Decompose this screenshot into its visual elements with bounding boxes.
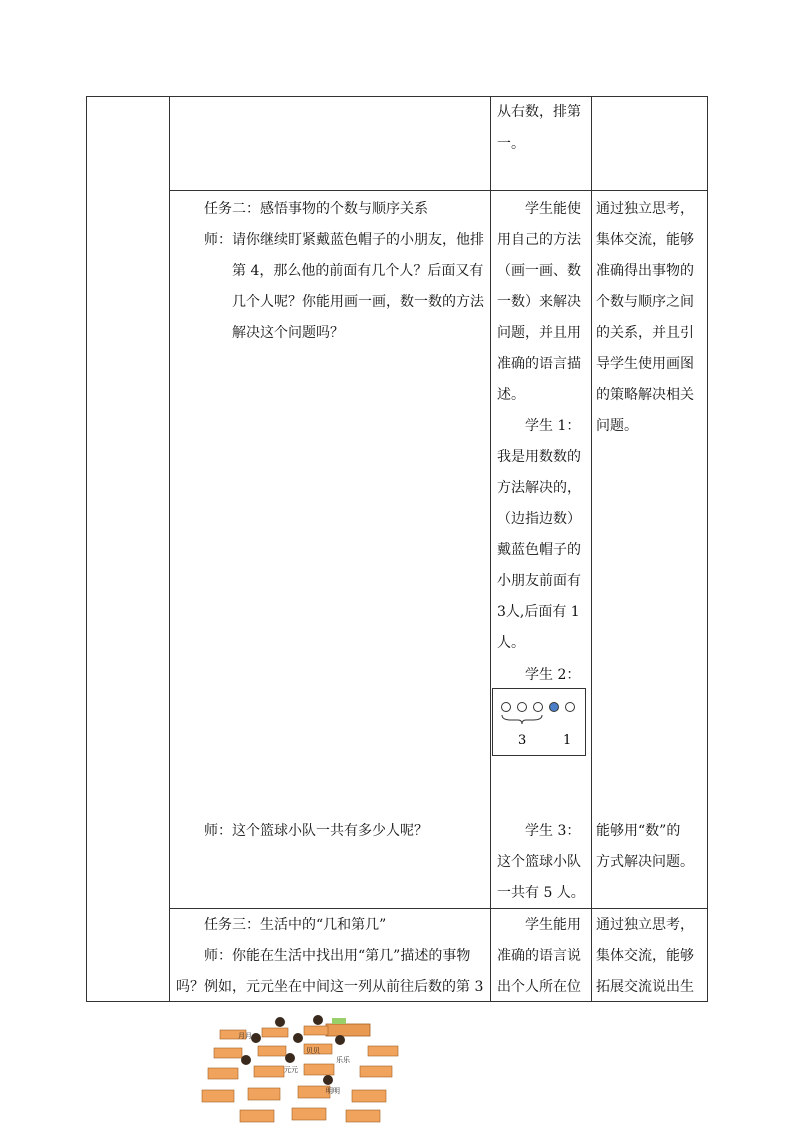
col-divider-3 <box>591 97 592 1001</box>
desk <box>258 1046 286 1056</box>
task3-student-line-1: 学生能用 <box>525 917 581 933</box>
child-head <box>335 1035 345 1045</box>
task2-student-line-14: 3人,后面有 1 <box>497 604 580 620</box>
desk <box>262 1028 288 1037</box>
desk <box>214 1048 242 1058</box>
task2-student-line-2: 用自己的方法 <box>497 232 581 248</box>
task2-title: 任务二：感悟事物的个数与顺序关系 <box>204 201 428 217</box>
task2-purpose-line-7: 的策略解决相关 <box>596 387 694 403</box>
label-yueyue: 月月 <box>238 1032 252 1040</box>
desk <box>360 1066 392 1077</box>
circle-2 <box>518 703 527 712</box>
left-count-label: 3 <box>518 733 527 748</box>
task2-student-line-9: 我是用数数的 <box>497 449 581 465</box>
col-divider-2 <box>490 97 491 1001</box>
child-head <box>285 1053 295 1063</box>
task2-purpose-line-3: 准确得出事物的 <box>596 263 694 279</box>
task2-purpose-line-5: 的关系，并且引 <box>596 325 694 341</box>
circle-diagram-svg <box>493 689 585 755</box>
student3-line-2: 这个篮球小队 <box>497 854 581 870</box>
task2-student-line-3: （画一画、数 <box>497 263 581 279</box>
circle-counting-diagram <box>492 688 586 756</box>
student3-line-1: 学生 3： <box>525 823 581 839</box>
task2-student-line-15: 人。 <box>497 635 525 651</box>
task2-student-line-8: 学生 1： <box>525 418 581 434</box>
task2-purpose-line-8: 问题。 <box>596 418 638 434</box>
child-head <box>293 1033 303 1043</box>
desk <box>202 1090 234 1102</box>
task2-student-line-4: 一数）来解决 <box>497 294 581 310</box>
cell-continued-line-1: 从右数，排第 <box>497 104 581 120</box>
circle-5 <box>566 703 575 712</box>
task3-student-line-2: 准确的语言说 <box>497 948 581 964</box>
task2-purpose2-line-1: 能够用“数”的 <box>596 823 681 839</box>
task2-teacher-question-2: 师：这个篮球小队一共有多少人呢？ <box>204 823 428 839</box>
teacher-desk <box>326 1024 370 1036</box>
task3-purpose-line-3: 拓展交流说出生 <box>596 979 694 995</box>
task2-teacher-line-1: 师：请你继续盯紧戴蓝色帽子的小朋友，他排 <box>204 232 484 248</box>
task3-purpose-line-1: 通过独立思考， <box>596 917 694 933</box>
task3-teacher-line-1: 师：你能在生活中找出用“第几”描述的事物 <box>204 948 471 964</box>
desk <box>304 1064 334 1075</box>
desk <box>240 1110 274 1122</box>
task3-purpose-line-2: 集体交流，能够 <box>596 948 694 964</box>
child-head <box>313 1015 323 1025</box>
task2-teacher-line-2: 第 4，那么他的前面有几个人？后面又有 <box>232 263 484 279</box>
task2-purpose-line-2: 集体交流，能够 <box>596 232 694 248</box>
task2-student-line-10: 方法解决的， <box>497 480 581 496</box>
desk <box>368 1046 398 1056</box>
task2-purpose-line-6: 导学生使用画图 <box>596 356 694 372</box>
child-head <box>251 1033 261 1043</box>
row-divider-1 <box>169 190 707 191</box>
task2-student-line-11: （边指边数） <box>497 511 581 527</box>
task2-purpose2-line-2: 方式解决问题。 <box>596 854 694 870</box>
circle-3 <box>534 703 543 712</box>
label-yuanyuan: 元元 <box>284 1066 298 1074</box>
plant-icon <box>332 1018 346 1024</box>
task2-student-line-1: 学生能使 <box>525 201 581 217</box>
task2-student-line-16: 学生 2： <box>525 667 581 683</box>
classroom-illustration <box>200 1010 415 1123</box>
child-head <box>241 1055 251 1065</box>
desk <box>346 1110 380 1122</box>
label-beibei: 贝贝 <box>306 1047 320 1055</box>
task2-student-line-13: 小朋友前面有 <box>497 573 581 589</box>
task2-purpose-line-4: 个数与顺序之间 <box>596 294 694 310</box>
task2-student-line-12: 戴蓝色帽子的 <box>497 542 581 558</box>
child-head <box>275 1017 285 1027</box>
desk <box>248 1088 280 1100</box>
task2-teacher-line-3: 几个人呢？你能用画一画，数一数的方法 <box>232 294 484 310</box>
task3-title: 任务三：生活中的“几和第几” <box>204 917 387 933</box>
desk <box>208 1068 238 1079</box>
row-divider-2 <box>169 908 707 909</box>
task2-student-line-5: 问题，并且用 <box>497 325 581 341</box>
task3-student-line-3: 出个人所在位 <box>497 979 581 995</box>
col-divider-1 <box>169 97 170 1001</box>
right-count-label: 1 <box>563 733 572 748</box>
cell-continued-line-2: 一。 <box>497 136 525 152</box>
desk <box>352 1090 386 1102</box>
label-mingming: 明明 <box>326 1087 340 1095</box>
task2-student-line-6: 准确的语言描 <box>497 356 581 372</box>
desk <box>254 1066 284 1077</box>
task2-student-line-7: 述。 <box>497 387 525 403</box>
task3-teacher-line-2: 吗？例如，元元坐在中间这一列从前往后数的第 3 <box>176 979 484 995</box>
desk <box>292 1108 326 1120</box>
child-head <box>323 1075 333 1085</box>
student3-line-3: 一共有 5 人。 <box>497 885 585 901</box>
task2-purpose-line-1: 通过独立思考， <box>596 201 694 217</box>
circle-1 <box>502 703 511 712</box>
desk <box>304 1026 328 1035</box>
circle-4-highlighted <box>550 703 559 712</box>
label-lele: 乐乐 <box>336 1056 350 1064</box>
task2-teacher-line-4: 解决这个问题吗？ <box>232 325 344 341</box>
brace-left-three <box>502 715 542 724</box>
